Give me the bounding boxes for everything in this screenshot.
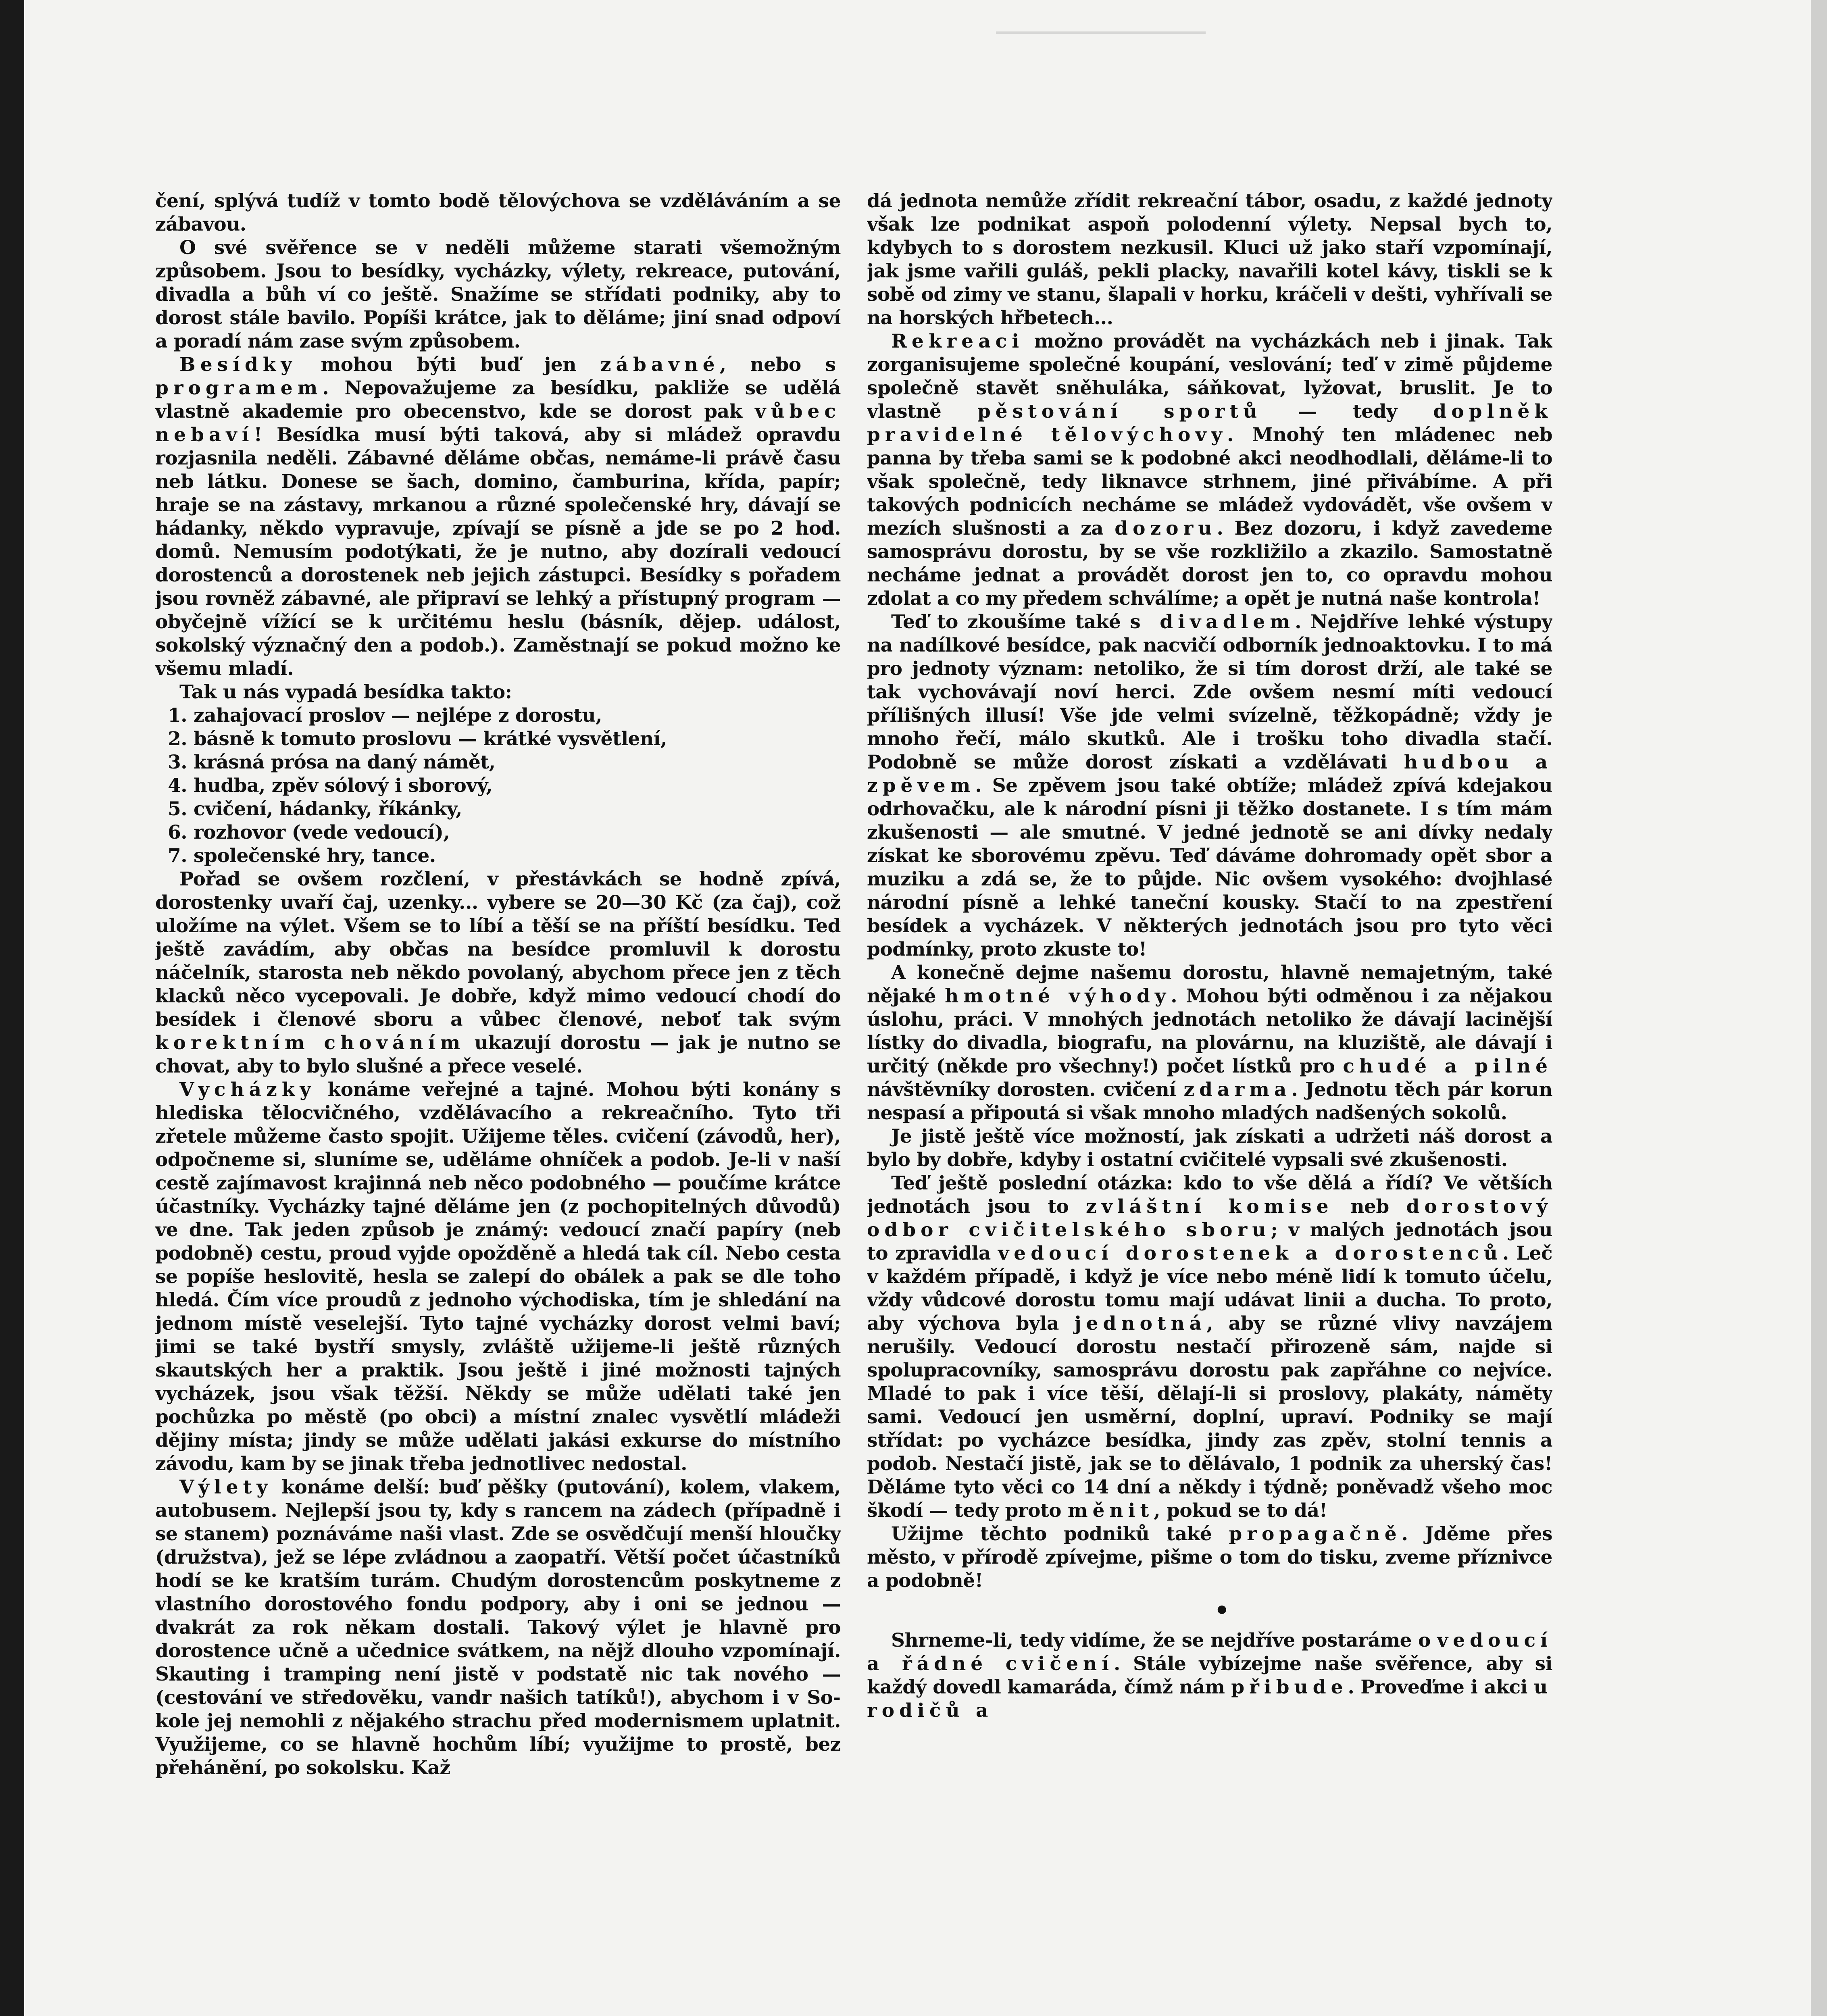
spaced-emphasis: přibude bbox=[1231, 1676, 1348, 1698]
text-run: Užijme těchto podniků také bbox=[891, 1523, 1229, 1545]
paragraph bbox=[155, 868, 841, 1078]
spaced-emphasis: Vycházky bbox=[179, 1079, 316, 1101]
spaced-emphasis: měnit bbox=[1067, 1500, 1154, 1522]
list-item: 1. zahajovací proslov — nejlépe z dorostu, bbox=[194, 704, 841, 727]
text-run: Pořad se ovšem rozčlení, v přestávkách se hodně zpívá, dorostenky uvaří čaj, uzenky... vybere se 20—30 Kč (za čaj), což uložíme na výlet. Všem se to líbí a těší se na příští besídku. Teď ještě zavádím, aby občas na besídce promluvil k dorostu náčelník, starosta neb někdo povolaný, abychom přece jen z těch klacků něco vycepovali. Je dobře, když mimo vedoucí chodí do besídek i členové sboru a vůbec členové, neboť tak svým bbox=[155, 868, 841, 1031]
text-run: návštěvníky dorosten. cvičení bbox=[867, 1079, 1184, 1101]
scan-border-left bbox=[0, 0, 24, 2016]
text-run: . Jednotu těch pár korun nespasí a připoutá si však mnoho mladých nadšených sokolů. bbox=[867, 1079, 1552, 1124]
spaced-emphasis: u rodičů a bbox=[867, 1676, 1552, 1722]
numbered-list bbox=[155, 704, 841, 868]
list-item: 2. básně k tomuto proslovu — krátké vysvětlení, bbox=[194, 727, 841, 751]
spaced-emphasis: zvláštní komise bbox=[1086, 1195, 1333, 1218]
text-run: . Proveďme i akci bbox=[1348, 1676, 1534, 1698]
spaced-emphasis: zdarma bbox=[1183, 1079, 1292, 1101]
text-run: , aby se různé vlivy navzájem nerušily. Vedoucí dorostu nestačí přirozeně sám, najde si spolupracovníky, samosprávu dorostu pak zapřáhne co nejvíce. Mladé to pak i více těší, dělají-li si proslovy, plakáty, náměty sami. Vedoucí jen usměrní, doplní, upraví. Podniky se mají střídat: po vycházce besídka, jindy zas zpěv, stolní tennis a podob. Nestačí jistě, jak se to dělávalo, 1 podnik za uherský čas! Děláme tyto věci co 14 dní a někdy i týdně; poněvadž všeho moc škodí — tedy proto bbox=[867, 1312, 1552, 1522]
paragraph bbox=[867, 961, 1552, 1125]
text-run: . Nepovažujeme za besídku, pakliže se udělá vlastně akademie pro obecenstvo, kde se dorost pak bbox=[155, 377, 841, 423]
paragraph bbox=[867, 1629, 1552, 1722]
spaced-emphasis: vedoucí a řádné cvičení bbox=[867, 1629, 1552, 1675]
spaced-emphasis: korektním chováním bbox=[155, 1032, 465, 1054]
text-run: konáme veřejné a tajné. Mohou býti konány s hlediska tělocvičného, vzdělávacího a rekreačního. Tyto tři zřetele můžeme často spojit. Užijeme těles. cvičení (závodů, her), odpočneme si, sluníme se, uděláme ohníček a podob. Je-li v naší cestě zajímavost krajinná neb něco podobného — poučíme krátce účastníky. Vycházky tajné děláme jen (z pochopitelných důvodů) ve dne. Tak jeden způsob je známý: vedoucí značí papíry (neb podobně) cestu, proud vyjde opožděně a hledá tak cíl. Nebo cesta se popíše heslovitě, hesla se zalepí do obálek a pak se dle toho hledá. Čím více proudů z jednoho východiska, tím je shledání na jednom místě veselejší. Tyto tajné vycházky dorost velmi baví; jimi se také bystří smysly, zvláště užijeme-li ještě různých skautských her a praktik. Jsou ještě i jiné možnosti tajných vycházek, jsou však těžší. Někdy se může udělati také jen pochůzka po městě (po obci) a místní znalec vysvětlí mládeži dějiny místa; jindy se může udělati jakási exkurse do místního závodu, kam by se jinak třeba jednotlivec nedostal. bbox=[155, 1079, 841, 1475]
right-text-column bbox=[867, 190, 1552, 2016]
paragraph bbox=[867, 1522, 1552, 1593]
spaced-emphasis: pěstování sportů bbox=[977, 400, 1262, 423]
text-run: , pokud se to dá! bbox=[1154, 1500, 1327, 1522]
list-item: 4. hudba, zpěv sólový i sborový, bbox=[194, 774, 841, 798]
text-run: ; v malých jednotách jsou to zpravidla bbox=[867, 1219, 1552, 1264]
paragraph: Je jistě ještě více možností, jak získati a udržeti náš dorost a bylo by dobře, kdyby i ostatní cvičitelé vypsali své zkušenosti. bbox=[867, 1125, 1552, 1171]
spaced-emphasis: doplněk pravidelné tělovýchovy bbox=[867, 400, 1552, 446]
list-item: 3. krásná prósa na daný námět, bbox=[194, 751, 841, 774]
text-run: . Stále vybízejme naše svěřence, aby si každý dovedl kamaráda, čímž nám bbox=[867, 1653, 1552, 1698]
scan-border-right bbox=[1811, 0, 1827, 2016]
text-run: ! Besídka musí býti taková, aby si mládež opravdu rozjasnila neděli. Zábavné děláme občas, nemáme-li právě času neb látku. Donese se šach, domino, čamburina, křída, papír; hraje se na zástavy, mrkanou a různé společenské hry, dávají se hádanky, někdo vypravuje, zpívají se písně a jde se po 2 hod. domů. Nemusím podotýkati, že je nutno, aby dozírali vedoucí dorostenců a dorostenek neb jejich zástupci. Besídky s pořadem jsou rovněž zábavné, ale připraví se lehký a přístupný program — obyčejně vížící se k určitému heslu (básník, dějep. událost, sokolský význačný den a podob.). Zaměstnají se pokud možno ke všemu mladí. bbox=[155, 424, 841, 680]
spaced-emphasis: Besídky bbox=[179, 354, 297, 376]
text-run: konáme delší: buď pěšky (putování), kolem, vlakem, autobusem. Nejlepší jsou ty, kdy s rancem na zádech (případně i se stanem) poznáváme naši vlast. Zde se osvědčují menší hloučky (družstva), jež se lépe zvládnou a zaopatří. Větší počet účastníků hodí se ke kratším turám. Chudým dorostencům poskytneme z vlastního dorostového fondu podpory, aby i oni se jednou — dvakrát za rok někam dostali. Takový výlet je hlavně pro dorostence učně a učednice svátkem, na nějž dlouho vzpomínají. Skauting i tramping není jistě v podstatě nic tak nového — (cestování ve středověku, vandr našich tatíků!), abychom i v Sokole jej nemohli z nějakého strachu před modernismem uplatnit. Využijeme, co se hlavně hochům líbí; využijme to prostě, bez přehánění, po sokolsku. Kaž bbox=[155, 1476, 841, 1779]
paragraph: dá jednota nemůže zřídit rekreační tábor, osadu, z každé jednoty však lze podnikat aspoň polodenní výlety. Nepsal bych to, kdybych to s dorostem nezkusil. Kluci už jako staří vzpomínají, jak jsme vařili guláš, pekli placky, navařili kotel kávy, tiskli se k sobě od zimy ve stanu, šlapali v horku, kráčeli v dešti, vyhřívali se na horských hřbetech... bbox=[867, 190, 1552, 329]
text-run: , nebo bbox=[719, 354, 825, 376]
text-run: — tedy bbox=[1262, 400, 1433, 423]
text-run: . Se zpěvem jsou také obtíže; mládež zpívá kdejakou odrhovačku, ale k národní písni ji těžko dostanete. I s tím mám zkušenosti — ale smutné. V jedné jednotě se ani dívky nedaly získat ke sborovému zpěvu. Teď dáváme dohromady opět sbor a muziku a zdá se, že to půjde. Nic ovšem vysokého: dvojhlasé národní písně a lehké taneční kousky. Stačí to na zpestření besídek a vycházek. V některých jednotách jsou pro tyto věci podmínky, proto zkuste to! bbox=[867, 775, 1552, 960]
paragraph bbox=[867, 330, 1552, 610]
text-run: . Jděme přes město, v přírodě zpívejme, pišme o tom do tisku, zveme příznivce a podobně! bbox=[867, 1523, 1552, 1592]
list-item: 5. cvičení, hádanky, říkánky, bbox=[194, 798, 841, 821]
text-run: mohou býti buď jen bbox=[296, 354, 600, 376]
paragraph bbox=[155, 353, 841, 681]
text-run: . Bez dozoru, i když zavedeme samosprávu dorostu, by se vše rozkližilo a zkazilo. Samostatně necháme jednat a provádět dorost jen to, co opravdu mohou zdolat a co my předem schválíme; a opět je nutná naše kontrola! bbox=[867, 517, 1552, 610]
text-run: Shrneme-li, tedy vidíme, že se nejdříve postaráme o bbox=[891, 1629, 1437, 1652]
spaced-emphasis: propagačně bbox=[1229, 1523, 1402, 1545]
left-text-column bbox=[155, 190, 841, 2016]
paragraph: čení, splývá tudíž v tomto bodě tělovýchova se vzděláváním a se zábavou. bbox=[155, 190, 841, 235]
section-separator: • bbox=[1214, 1597, 1229, 1625]
text-run: . Mnohý ten mládenec neb panna by třeba sami se k podobné akci neodhodlali, děláme-li to však společně, tedy liknavce strhnem, jiné přivábíme. A při takových podnicích necháme se mládež vydovádět, vše ovšem v mezích slušnosti a za bbox=[867, 424, 1552, 539]
text-run: . Leč v každém případě, i když je více nebo méně lidí k tomuto účelu, vždy vůdcové dorostu tomu mají udávat linii a ducha. To proto, aby výchova byla bbox=[867, 1242, 1552, 1335]
spaced-emphasis: dozoru bbox=[1115, 517, 1217, 539]
spaced-emphasis: Výlety bbox=[179, 1476, 273, 1498]
paragraph bbox=[155, 1078, 841, 1476]
paragraph bbox=[867, 610, 1552, 961]
text-run: . Nejdříve lehké výstupy na nadílkové besídce, pak nacvičí odborník jednoaktovku. I to má pro jednoty význam: netoliko, že si tím dorost drží, ale také se tak vychovávají noví herci. Zde ovšem nesmí míti vedoucí přílišných illusí! Vše jde velmi svízelně, těžkopádně; vždy je mnoho řečí, málo skutků. Ale i trošku toho divadla stačí. Podobně se může dorost získati a vzdělávati bbox=[867, 611, 1552, 773]
text-run: možno provádět na vycházkách neb i jinak. Tak zorganisujeme společné koupání, veslování; teď v zimě půjdeme společně stavět sněhuláka, sáňkovat, lyžovat, bruslit. Je to vlastně bbox=[867, 330, 1552, 423]
top-margin-mark bbox=[996, 3, 1206, 34]
list-item: 7. společenské hry, tance. bbox=[194, 844, 841, 868]
spaced-emphasis: chudé a pilné bbox=[1343, 1055, 1552, 1077]
paragraph: O své svěřence se v neděli můžeme starati všemožným způsobem. Jsou to besídky, vycházky, výlety, rekreace, putování, divadla a bůh ví co ještě. Snažíme se střídati podniky, aby to dorost stále bavilo. Popíši krátce, jak to děláme; jiní snad odpoví a poradí nám zase svým způsobem. bbox=[155, 237, 841, 352]
text-run: ukazují dorostu — jak je nutno se chovat, aby to bylo slušné a přece veselé. bbox=[155, 1032, 841, 1077]
spaced-emphasis: hudbou a zpěvem bbox=[867, 751, 1552, 797]
text-run: A konečně dejme našemu dorostu, hlavně nemajetným, také nějaké bbox=[867, 962, 1552, 1007]
paragraph: Tak u nás vypadá besídka takto: bbox=[179, 681, 512, 703]
spaced-emphasis: s programem bbox=[155, 354, 841, 399]
spaced-emphasis: dorostový odbor cvičitelského sboru bbox=[867, 1195, 1552, 1241]
list-item: 6. rozhovor (vede vedoucí), bbox=[194, 821, 841, 844]
spaced-emphasis: Rekreaci bbox=[891, 330, 1024, 352]
spaced-emphasis: zábavné bbox=[600, 354, 720, 376]
text-run: neb bbox=[1333, 1195, 1406, 1218]
spaced-emphasis: hmotné výhody bbox=[945, 985, 1171, 1007]
text-run: Teď to zkoušíme také bbox=[891, 611, 1130, 633]
paragraph bbox=[155, 1476, 841, 1780]
spaced-emphasis: vůbec nebaví bbox=[155, 400, 841, 446]
text-run: . Mohou býti odměnou i za nějakou úslohu, práci. V mnohých jednotách netoliko že dávají lacinější lístky do divadla, biografu, na plovárnu, na kluziště, ale dávají i určitý (někde pro všechny!) počet lístků pro bbox=[867, 985, 1552, 1077]
text-run: Teď ještě poslední otázka: kdo to vše dělá a řídí? Ve větších jednotách jsou to bbox=[867, 1172, 1552, 1218]
spaced-emphasis: jednotná bbox=[1074, 1312, 1207, 1335]
spaced-emphasis: vedoucí dorostenek a dorostenců bbox=[998, 1242, 1502, 1264]
paragraph bbox=[867, 1172, 1552, 1522]
spaced-emphasis: s divadlem bbox=[1130, 611, 1295, 633]
